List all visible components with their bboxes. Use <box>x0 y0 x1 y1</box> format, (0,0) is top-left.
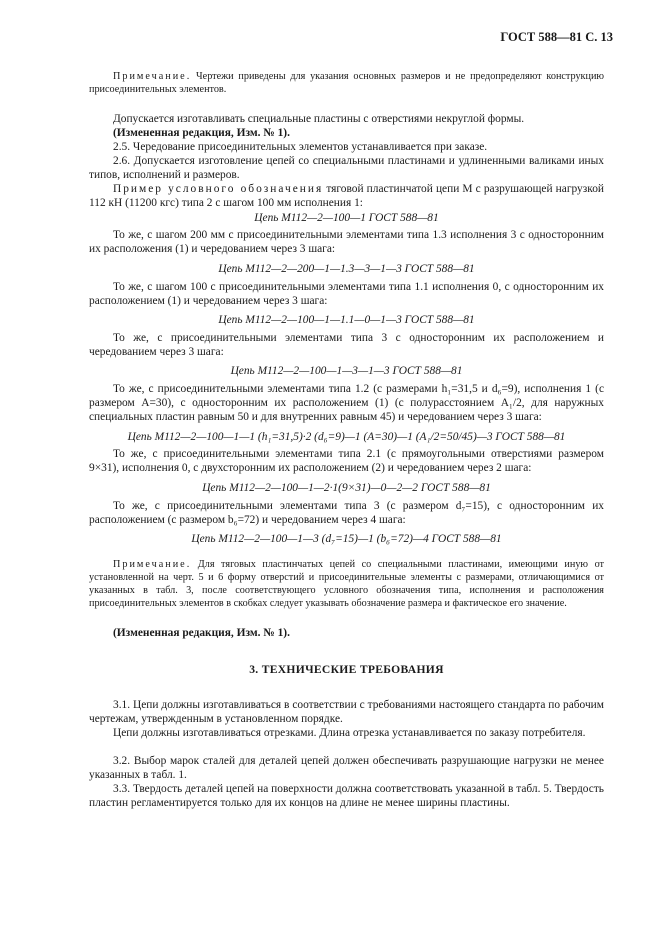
note-1 <box>89 70 604 96</box>
example-7-text: То же, с присоединительными элементами типа 3 (с размером d₇=15), с односторонним их расположением (с размером b₆=72) и чередованием через 4 шага: <box>89 500 604 526</box>
example-3-text: То же, с шагом 100 с присоединительными элементами типа 1.1 исполнения 0, с односторонним их расположением (1) и чередованием через 3 шага: <box>89 281 604 307</box>
paragraph-3-2: 3.2. Выбор марок сталей для деталей цепей должен обеспечивать разрушающие нагрузки не менее указанных в табл. 1. <box>89 755 604 781</box>
example-label: Пример условного обозначения <box>113 183 324 195</box>
paragraph-special-plates: Допускается изготавливать специальные пластины с отверстиями некруглой формы. <box>113 113 525 125</box>
designation-7: Цепь М112—2—100—1—3 (d₇=15)—1 (b₆=72)—4 ГОСТ 588—81 <box>191 533 502 545</box>
paragraph-3-3: 3.3. Твердость деталей цепей на поверхности должна соответствовать указанной в табл. 5. Твердость пластин регламентируется только для их концов на длине не менее ширины пластины. <box>89 783 604 809</box>
note-2 <box>89 558 604 610</box>
paragraph-3-1: 3.1. Цепи должны изготавливаться в соответствии с требованиями настоящего стандарта по рабочим чертежам, утвержденным в установленном порядке. <box>89 699 604 725</box>
paragraph-3-1-continued: Цепи должны изготавливаться отрезками. Длина отрезка устанавливается по заказу потребителя. <box>113 727 586 739</box>
example-2-text: То же, с шагом 200 мм с присоединительными элементами типа 1.3 исполнения 3 с односторонним их расположения (1) и чередованием через 3 шага: <box>89 229 604 255</box>
note-1-text: Чертежи приведены для указания основных размеров и не предопределяют конструкцию присоединительных элементов. <box>89 71 605 95</box>
amendment-note-1: (Измененная редакция, Изм. № 1). <box>113 127 290 139</box>
designation-3: Цепь М112—2—100—1—1.1—0—1—3 ГОСТ 588—81 <box>218 314 475 326</box>
page-header: ГОСТ 588—81 С. 13 <box>500 30 613 44</box>
section-3-title: 3. ТЕХНИЧЕСКИЕ ТРЕБОВАНИЯ <box>249 663 444 676</box>
example-4-text: То же, с присоединительными элементами типа 3 с односторонним их расположением и чередованием через 3 шага: <box>89 332 604 358</box>
designation-6: Цепь М112—2—100—1—2·1(9×31)—0—2—2 ГОСТ 588—81 <box>202 482 491 494</box>
example-text: тяговой пластинчатой цепи М с разрушающей нагрузкой 112 кН (11200 кгс) типа 2 с шагом 100 мм исполнения 1: <box>89 183 604 209</box>
paragraph-2-5: 2.5. Чередование присоединительных элементов устанавливается при заказе. <box>113 141 488 153</box>
designation-2: Цепь М112—2—200—1—1.3—3—1—3 ГОСТ 588—81 <box>218 263 475 275</box>
amendment-note-2: (Измененная редакция, Изм. № 1). <box>113 627 290 639</box>
example-6-text: То же, с присоединительными элементами типа 2.1 (с прямоугольными отверстиями размером 9×31), исполнения 0, с двухсторонним их расположением (2) и чередованием через 2 шага: <box>89 448 604 474</box>
designation-5: Цепь М112—2—100—1—1 (h₁=31,5)·2 (d₆=9)—1 (А=30)—1 (А₁/2=50/45)—3 ГОСТ 588—81 <box>127 431 566 443</box>
note-2-text: Для тяговых пластинчатых цепей со специальными пластинами, имеющими иную от установленной на черт. 5 и 6 форму отверстий и присоединительные элементы с размерами, отличающимися от указанных в табл. 3, после соответствующего условного обозначения типа, исполнения и расположения присоединительных элементов в скобках следует указывать обозначение размера и фактическое его значение. <box>89 559 604 609</box>
paragraph-2-6: 2.6. Допускается изготовление цепей со специальными пластинами и удлиненными валиками иных типов, исполнений и размеров. <box>89 155 604 181</box>
designation-1: Цепь М112—2—100—1 ГОСТ 588—81 <box>254 212 439 224</box>
example-intro <box>89 182 604 210</box>
designation-4: Цепь М112—2—100—1—3—1—3 ГОСТ 588—81 <box>230 365 463 377</box>
note-2-label: Примечание. <box>113 559 192 570</box>
example-5-text: То же, с присоединительными элементами типа 1.2 (с размерами h₁=31,5 и d₆=9), исполнения 1 (с размером А=30), с односторонним их расположением (1) (с полурасстоянием А₁/2, для наружных специальных пластин равным 50 и для внутренних равным 45) и чередованием через 3 шага: <box>89 383 604 423</box>
note-1-label: Примечание. <box>113 71 192 82</box>
